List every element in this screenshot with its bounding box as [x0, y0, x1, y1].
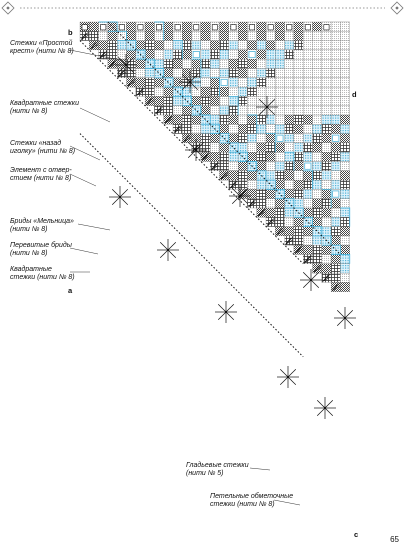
label-twisted-bars: Перевитые бриды (нити № 8): [10, 242, 72, 257]
label-hole-element: Элемент с отвер- стием (нити № 8): [10, 167, 72, 182]
chart-cells: [80, 22, 350, 292]
label-satin-stitches: Гладьевые стежки (нити № 5): [186, 462, 249, 477]
label-backstitch: Стежки «назад иголку» (нити № 8): [10, 140, 76, 155]
corner-label-d: d: [352, 90, 357, 99]
label-square-stitches-top: Квадратные стежки (нити № 8): [10, 100, 80, 115]
label-simple-cross: Стежки «Простой крест» (нити № 8): [10, 40, 74, 55]
corner-label-b: b: [68, 28, 73, 37]
label-buttonhole-stitches: Петельные обметочные стежки (нити № 8): [210, 493, 294, 508]
corner-label-a: a: [68, 286, 73, 295]
page-number: 65: [390, 535, 399, 544]
label-windmill-bars: Бриды «Мельница» (нити № 8): [10, 218, 74, 233]
corner-label-c: c: [354, 530, 359, 539]
label-square-stitches-bottom: Квадратные стежки (нити № 8): [10, 266, 75, 281]
